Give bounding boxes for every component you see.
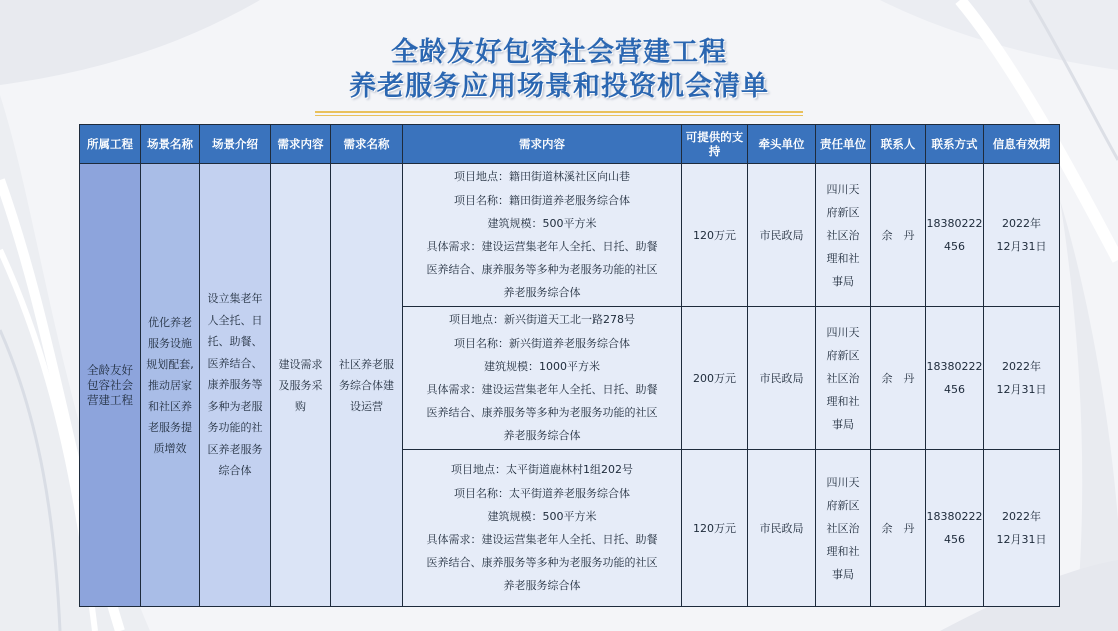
header-cell: 需求内容 [403,125,682,164]
responsible-unit-cell: 四川天 府新区 社区治 理和社 事局 [816,307,871,450]
phone-cell: 18380222 456 [926,450,984,607]
contact-person-cell: 余 丹 [871,164,926,307]
demand-content-cell: 项目地点：籍田街道林溪社区向山巷 项目名称：籍田街道养老服务综合体 建筑规模：500平方米 具体需求：建设运营集老年人全托、日托、助餐 医养结合、康养服务等多种为老服务功能的社区 养老服务综合体 [403,164,682,307]
demand-content-cell: 项目地点：新兴街道天工北一路278号 项目名称：新兴街道养老服务综合体 建筑规模：1000平方米 具体需求：建设运营集老年人全托、日托、助餐 医养结合、康养服务等多种为老服务功能的社区 养老服务综合体 [403,307,682,450]
support-cell: 120万元 [682,164,748,307]
demand-type-cell: 建设需求 及服务采 购 [271,164,331,607]
table-header-row [80,125,1060,164]
table-row [80,164,1060,307]
header-cell: 牵头单位 [748,125,816,164]
lead-unit-cell: 市民政局 [748,164,816,307]
demand-content-cell: 项目地点：太平街道鹿林村1组202号 项目名称：太平街道养老服务综合体 建筑规模：500平方米 具体需求：建设运营集老年人全托、日托、助餐 医养结合、康养服务等多种为老服务功能的社区 养老服务综合体 [403,450,682,607]
header-cell: 信息有效期 [984,125,1060,164]
lead-unit-cell: 市民政局 [748,450,816,607]
header-cell: 所属工程 [80,125,141,164]
contact-person-cell: 余 丹 [871,307,926,450]
support-cell: 200万元 [682,307,748,450]
phone-cell: 18380222 456 [926,164,984,307]
contact-person-cell: 余 丹 [871,450,926,607]
demand-name-cell: 社区养老服 务综合体建 设运营 [331,164,403,607]
header-cell: 需求内容 [271,125,331,164]
header-cell: 需求名称 [331,125,403,164]
scene-intro-cell: 设立集老年 人全托、日 托、助餐、 医养结合、 康养服务等 多种为老服 务功能的社 区养老服务 综合体 [200,164,271,607]
phone-cell: 18380222 456 [926,307,984,450]
header-cell: 联系人 [871,125,926,164]
page-title [0,36,1118,118]
lead-unit-cell: 市民政局 [748,307,816,450]
responsible-unit-cell: 四川天 府新区 社区治 理和社 事局 [816,164,871,307]
header-cell: 可提供的支持 [682,125,748,164]
opportunity-table [79,124,1060,607]
header-cell: 场景名称 [141,125,200,164]
project-cell: 全龄友好 包容社会 营建工程 [80,164,141,607]
responsible-unit-cell: 四川天 府新区 社区治 理和社 事局 [816,450,871,607]
scene-name-cell: 优化养老 服务设施 规划配套, 推动居家 和社区养 老服务提 质增效 [141,164,200,607]
support-cell: 120万元 [682,450,748,607]
header-cell: 联系方式 [926,125,984,164]
header-cell: 责任单位 [816,125,871,164]
validity-cell: 2022年 12月31日 [984,450,1060,607]
title-underline [315,110,803,118]
title-line-2: 养老服务应用场景和投资机会清单 [349,71,769,102]
title-line-1: 全龄友好包容社会营建工程 [391,37,727,68]
validity-cell: 2022年 12月31日 [984,164,1060,307]
header-cell: 场景介绍 [200,125,271,164]
validity-cell: 2022年 12月31日 [984,307,1060,450]
